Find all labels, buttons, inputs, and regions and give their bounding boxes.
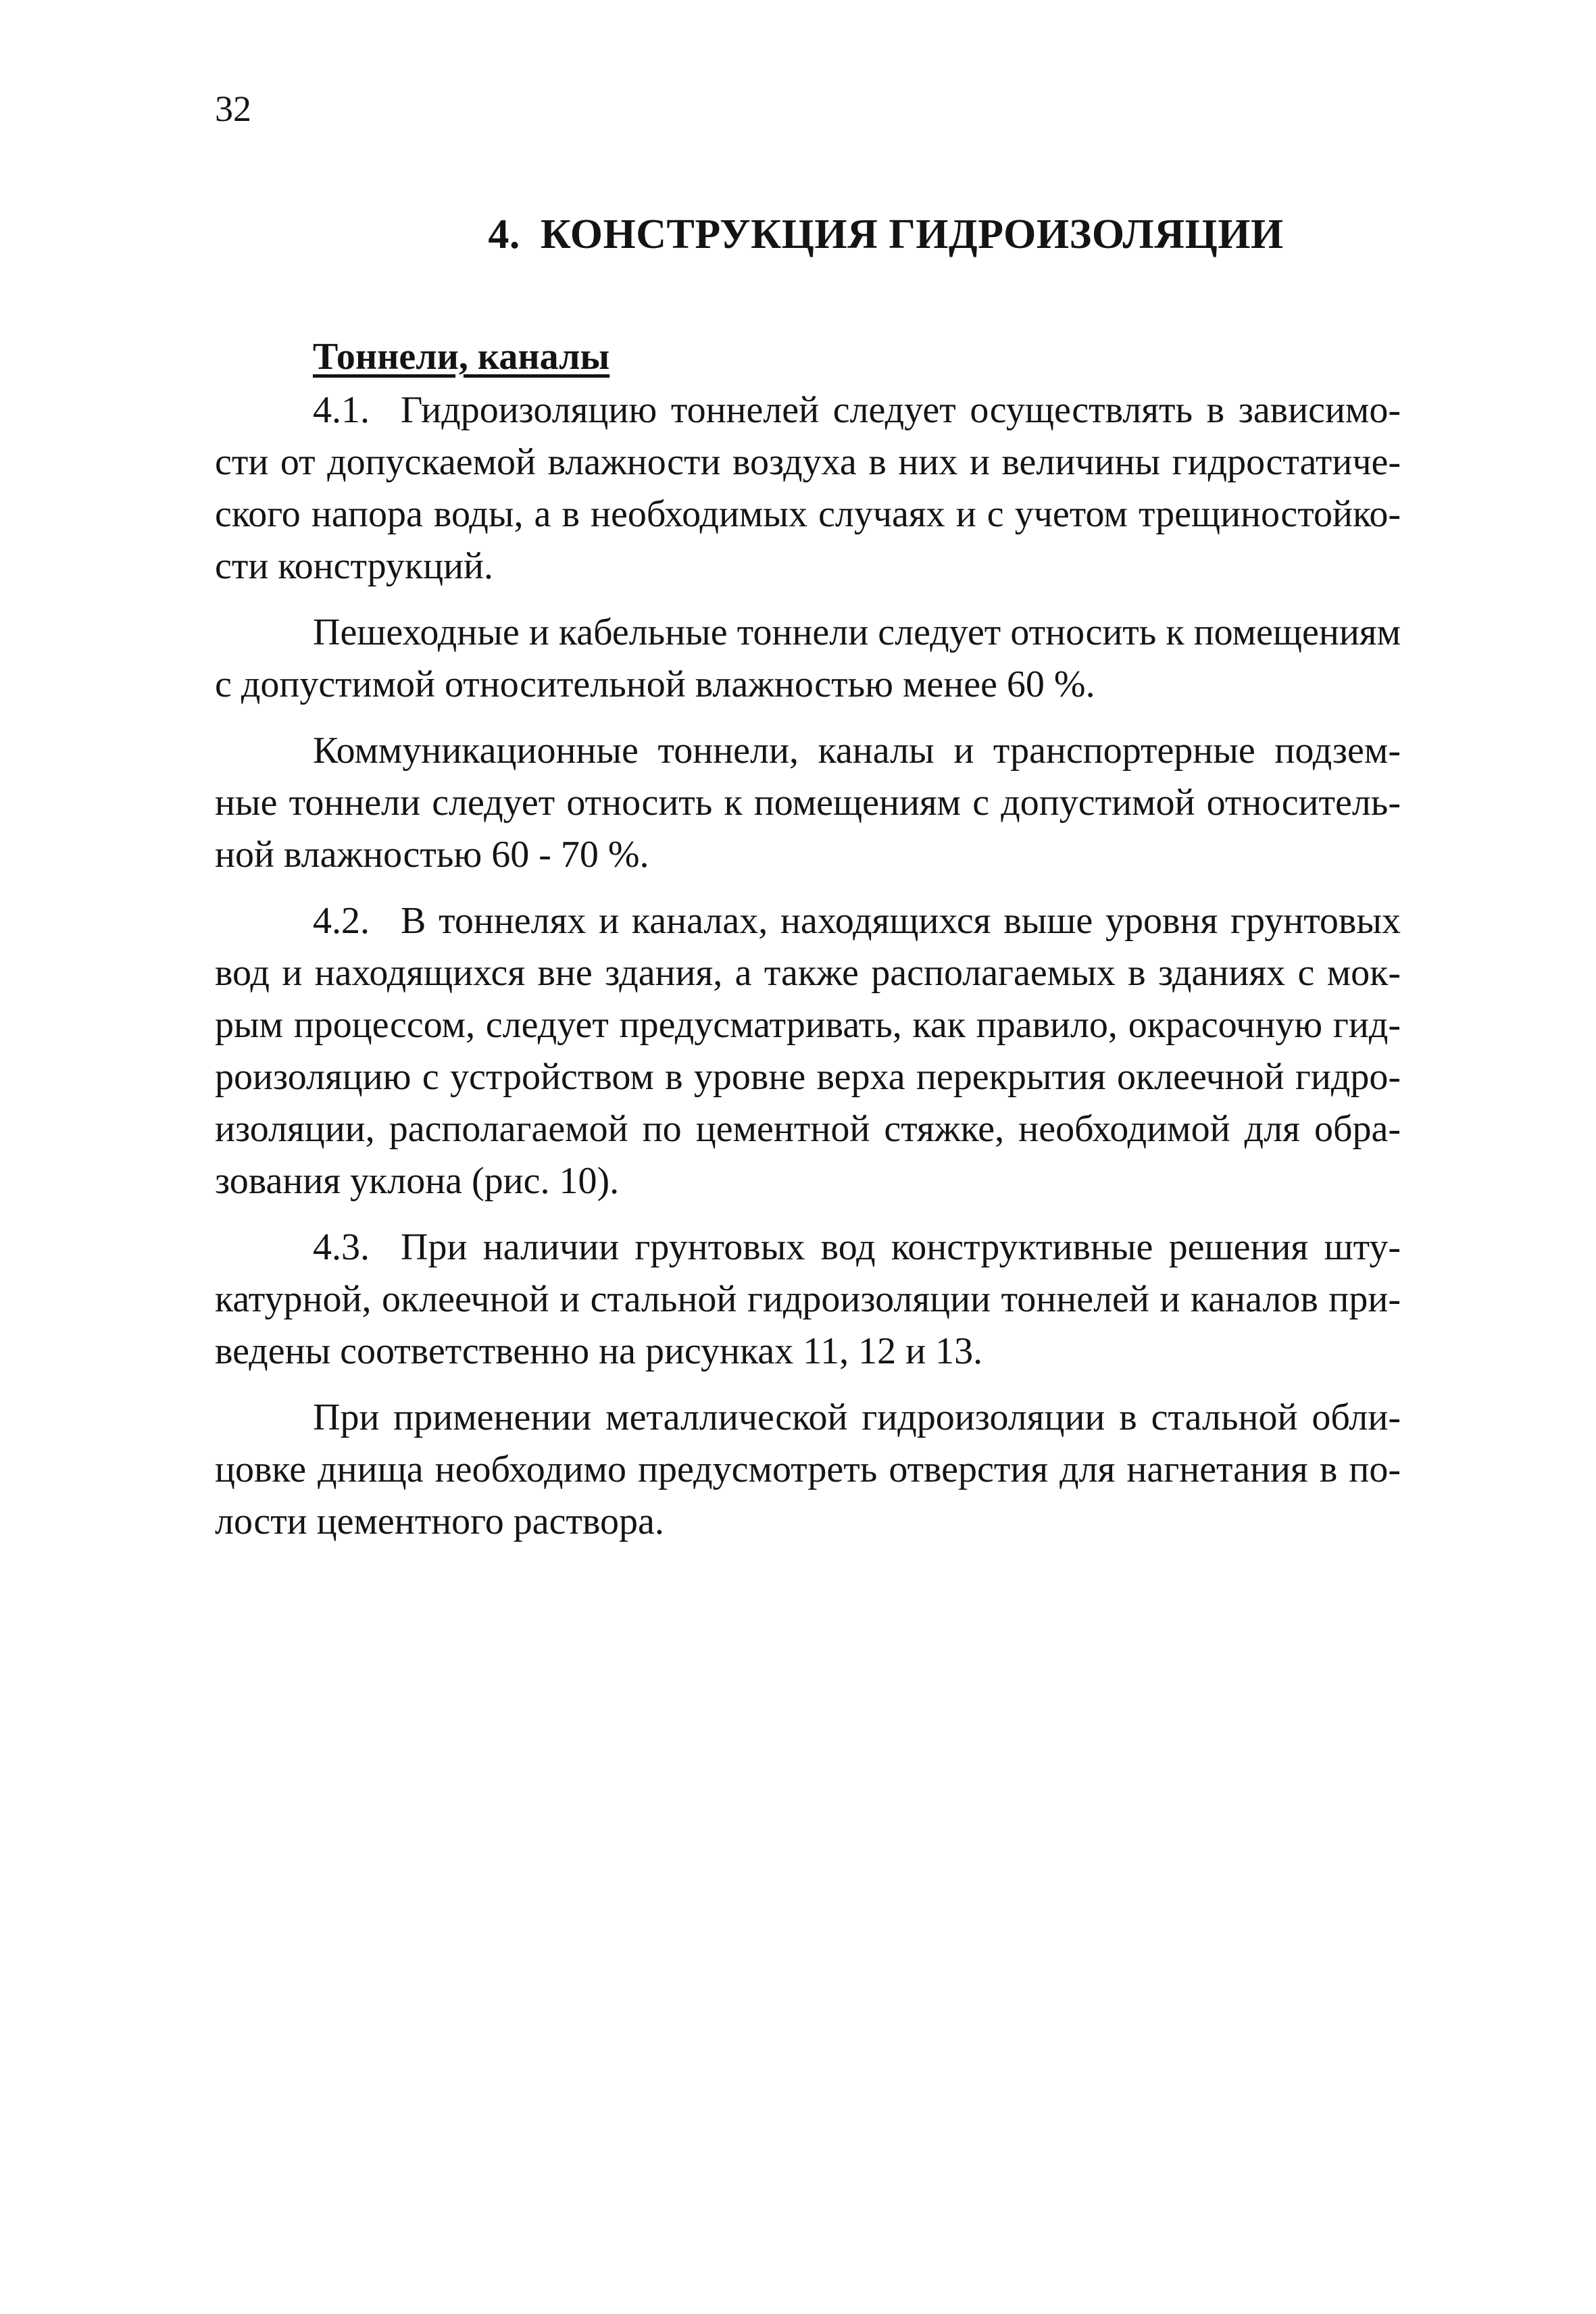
chapter-title-text: КОНСТРУКЦИЯ ГИДРОИЗОЛЯЦИИ [540, 211, 1284, 257]
chapter-number: 4. [488, 211, 520, 257]
paragraph-text: Пешеходные и кабельные тоннели следует относить к помещениям с допустимой относительной влажностью менее 60 %. [215, 611, 1401, 705]
body-text [215, 384, 1401, 1562]
chapter-title [0, 213, 1596, 255]
paragraph-4-1 [215, 384, 1401, 593]
paragraph-text: Коммуникационные тоннели, каналы и транспортерные подземные тоннели следует относить к помещениям с допустимой относительной влажностью 60 - 70 %. [215, 730, 1401, 876]
paragraph-text: При применении металлической гидроизоляции в стальной облицовке днища необходимо предусмотреть отверстия для нагнетания в полости цементного раствора. [215, 1397, 1401, 1542]
page-number: 32 [215, 89, 251, 129]
paragraph-number: 4.2. [313, 900, 370, 942]
paragraph-text: В тоннелях и каналах, находящихся выше уровня грунтовых вод и находящихся вне здания, а также располагаемых в зданиях с мокрым процессом, следует предусматривать, как правило, окрасочную гидроизоляцию с устройством в уровне верха перекрытия оклеечной гидроизоляции, располагаемой по цементной стяжке, необходимой для образования уклона (рис. 10). [215, 900, 1401, 1202]
paragraph-text: При наличии грунтовых вод конструктивные решения штукатурной, оклеечной и стальной гидроизоляции тоннелей и каналов приведены соответственно на рисунках 11, 12 и 13. [215, 1226, 1401, 1372]
paragraph-4-3 [215, 1222, 1401, 1378]
paragraph-number: 4.3. [313, 1226, 370, 1268]
paragraph-pedestrian-tunnels [215, 607, 1401, 711]
paragraph-metal-waterproofing [215, 1392, 1401, 1548]
paragraph-text: Гидроизоляцию тоннелей следует осуществлять в зависимости от допускаемой влажности воздуха в них и величины гидростатического напора воды, а в необходимых случаях и с учетом трещиностойкости конструкций. [215, 389, 1401, 587]
paragraph-4-2 [215, 895, 1401, 1207]
paragraph-number: 4.1. [313, 389, 370, 431]
paragraph-utility-tunnels [215, 725, 1401, 881]
section-heading: Тоннели, каналы [313, 336, 610, 378]
